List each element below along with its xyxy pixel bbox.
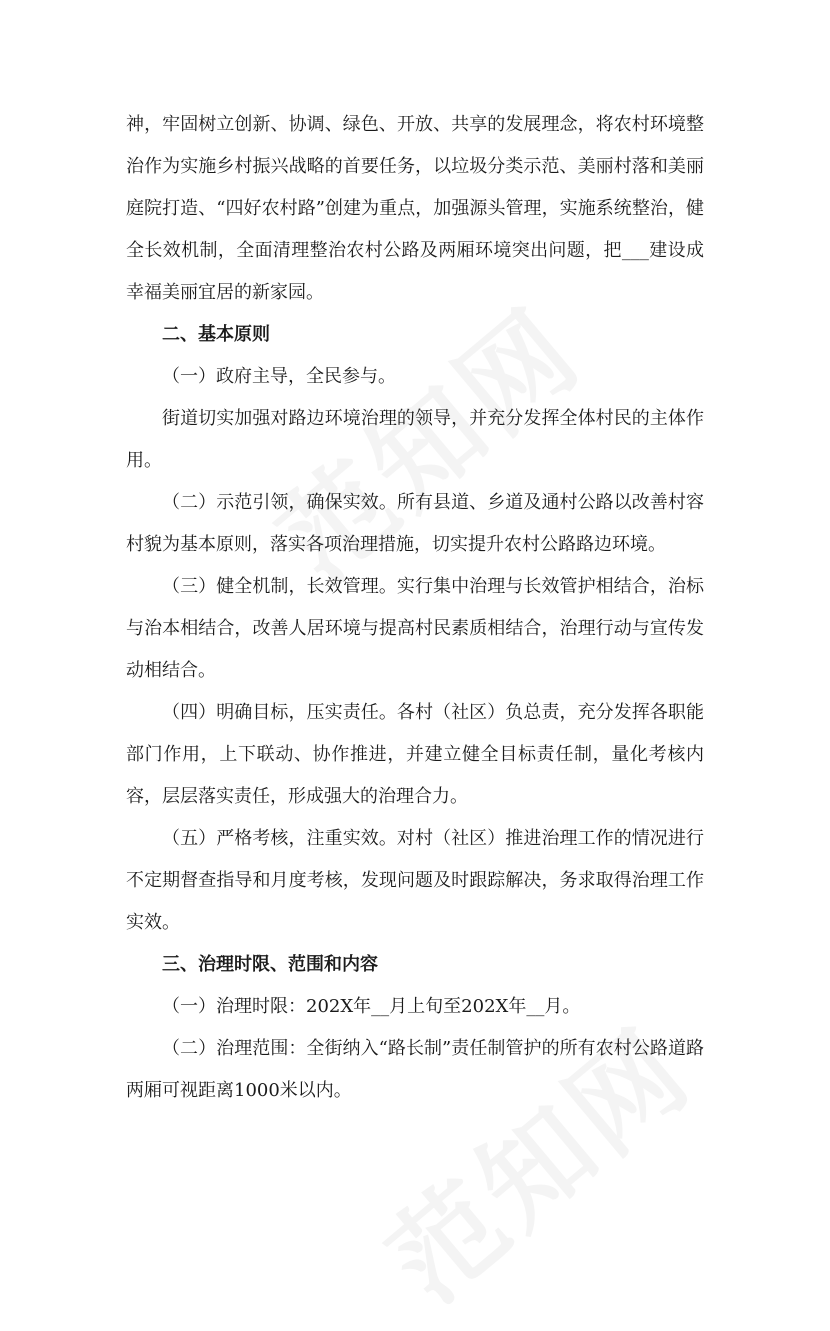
document-body [126, 104, 704, 1112]
paragraph-intro-continued: 神，牢固树立创新、协调、绿色、开放、共享的发展理念，将农村环境整治作为实施乡村振兴战略的首要任务，以垃圾分类示范、美丽村落和美丽庭院打造、“四好农村路”创建为重点，加强源头管理，实施系统整治，健全长效机制，全面清理整治农村公路及两厢环境突出问题，把___建设成幸福美丽宜居的新家园。 [126, 114, 704, 303]
governance-period: （一）治理时限：202X年__月上旬至202X年__月。 [162, 996, 581, 1017]
principle-4: （四）明确目标，压实责任。各村（社区）负总责，充分发挥各职能部门作用，上下联动、协作推进，并建立健全目标责任制，量化考核内容，层层落实责任，形成强大的治理合力。 [126, 702, 704, 807]
principle-1-body: 街道切实加强对路边环境治理的领导，并充分发挥全体村民的主体作用。 [126, 408, 704, 471]
principle-5: （五）严格考核，注重实效。对村（社区）推进治理工作的情况进行不定期督查指导和月度考核，发现问题及时跟踪解决，务求取得治理工作实效。 [126, 828, 704, 933]
governance-scope: （二）治理范围：全街纳入“路长制”责任制管护的所有农村公路道路两厢可视距离1000米以内。 [126, 1038, 704, 1101]
principle-3: （三）健全机制，长效管理。实行集中治理与长效管护相结合，治标与治本相结合，改善人居环境与提高村民素质相结合，治理行动与宣传发动相结合。 [126, 576, 704, 681]
section-heading-scope: 三、治理时限、范围和内容 [162, 954, 378, 975]
principle-2: （二）示范引领，确保实效。所有县道、乡道及通村公路以改善村容村貌为基本原则，落实各项治理措施，切实提升农村公路路边环境。 [126, 492, 704, 555]
principle-1-title: （一）政府主导，全民参与。 [162, 366, 396, 387]
section-heading-basic-principles: 二、基本原则 [162, 324, 270, 345]
